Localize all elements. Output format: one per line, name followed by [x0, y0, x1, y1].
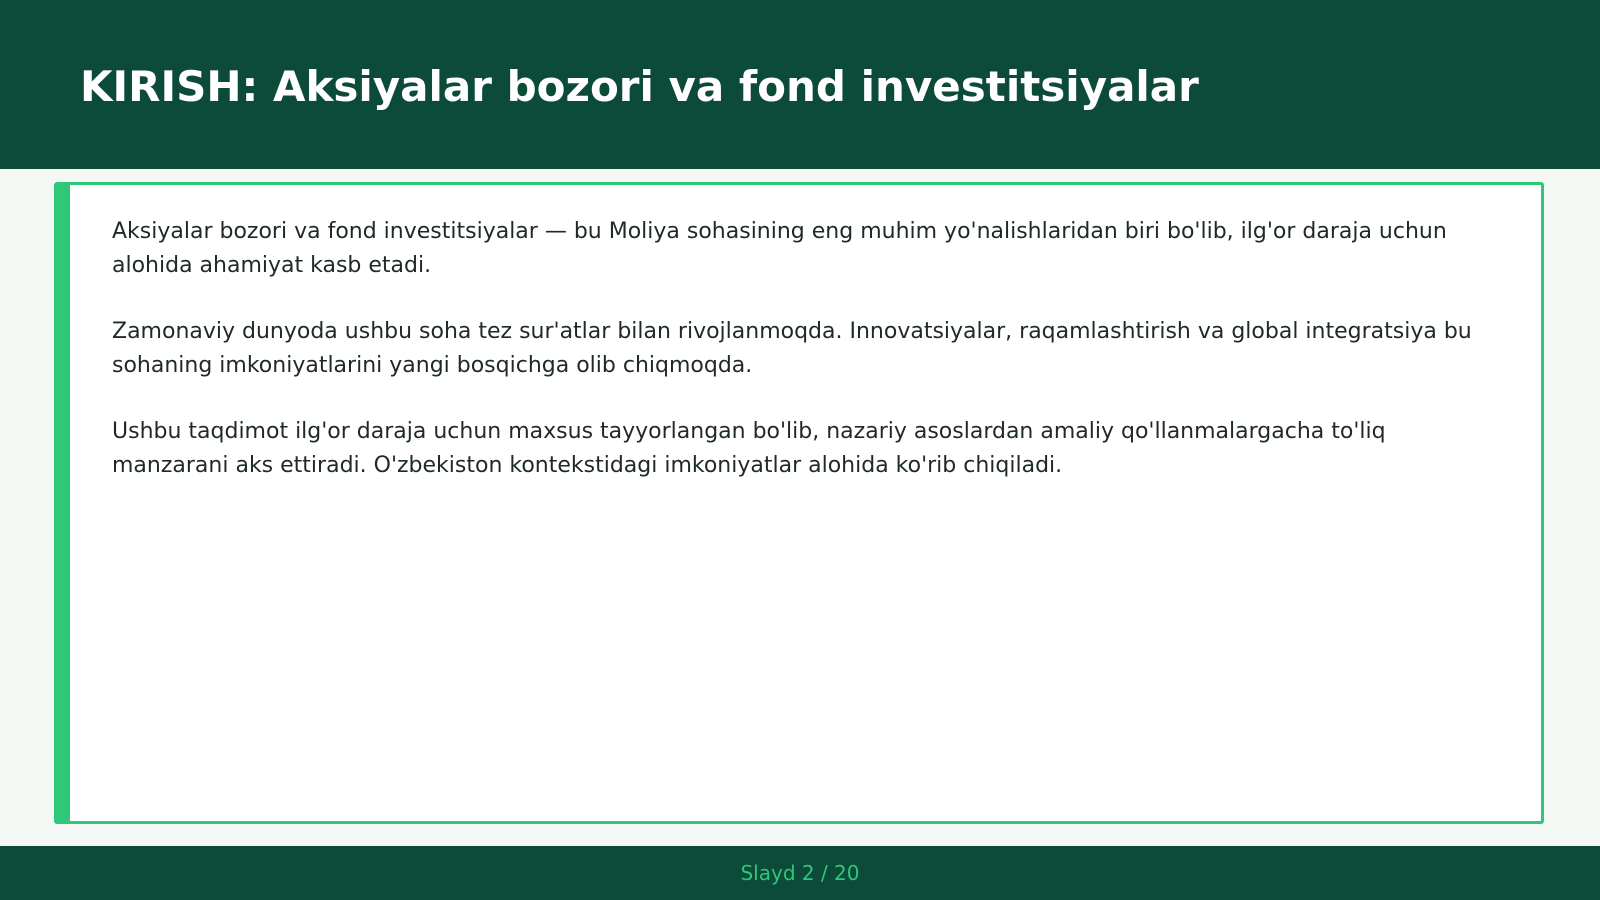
slide-title: KIRISH: Aksiyalar bozori va fond investitsiyalar	[80, 62, 1199, 111]
slide-number: Slayd 2 / 20	[740, 861, 860, 885]
slide-footer	[0, 846, 1600, 900]
slide-header	[0, 0, 1600, 169]
content-paragraph-3: Ushbu taqdimot ilg'or daraja uchun maxsus tayyorlangan bo'lib, nazariy asoslardan amaliy qo'llanmalargacha to'liq manzarani aks ettiradi. O'zbekiston kontekstidagi imkoniyatlar alohida ko'rib chiqiladi.	[112, 419, 1386, 478]
content-paragraph-1: Aksiyalar bozori va fond investitsiyalar — bu Moliya sohasining eng muhim yo'nalishlaridan biri bo'lib, ilg'or daraja uchun alohida ahamiyat kasb etadi.	[112, 219, 1447, 278]
content-paragraph-2: Zamonaviy dunyoda ushbu soha tez sur'atlar bilan rivojlanmoqda. Innovatsiyalar, raqamlashtirish va global integratsiya bu sohaning imkoniyatlarini yangi bosqichga olib chiqmoqda.	[112, 319, 1472, 378]
content-panel	[54, 182, 1544, 824]
